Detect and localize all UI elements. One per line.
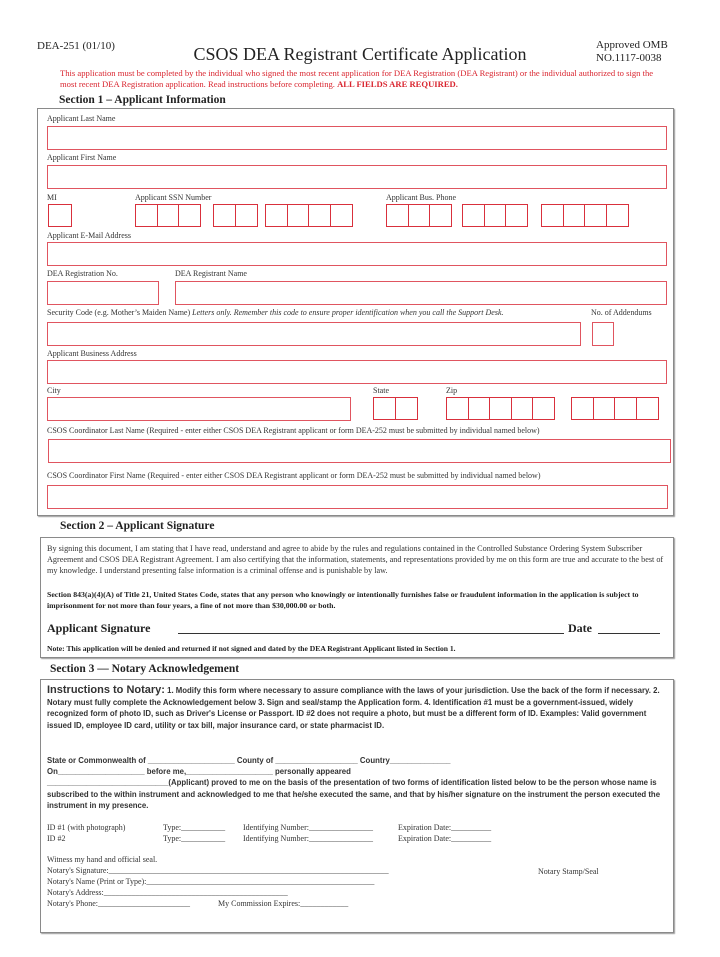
city-label: City — [47, 386, 61, 395]
digit-cell[interactable] — [571, 397, 594, 420]
digit-cell[interactable] — [614, 397, 637, 420]
digit-cell[interactable] — [235, 204, 258, 227]
coord-last-label: CSOS Coordinator Last Name (Required - enter either CSOS DEA Registrant applicant or form DEA-252 must be submitted by individual named below) — [47, 426, 540, 435]
ssn-group-2 — [213, 204, 256, 227]
omb-number — [596, 39, 668, 65]
id1-type[interactable]: Type:___________ — [163, 823, 226, 832]
zip-group-1 — [446, 397, 554, 420]
mi-input[interactable] — [48, 204, 72, 227]
addendums-label: No. of Addendums — [591, 308, 652, 317]
signature-statement: By signing this document, I am stating that I have read, understand and agree to abide by the rules and regulations contained in the Controlled Substance Ordering System Subscriber Agreement and CSOS DEA Registrant Agreement. I am also certifying that the information, statements, and representations provided by me on this form are true and accurate to the best of my knowledge. I understand presenting false information is a criminal offense and is punishable by law. — [47, 544, 664, 575]
state-group — [373, 397, 416, 420]
id1-label: ID #1 (with photograph) — [47, 823, 126, 832]
notary-signature[interactable]: Notary's Signature:______________________________________________________________________ — [47, 866, 389, 875]
phone-label: Applicant Bus. Phone — [386, 193, 456, 202]
digit-cell[interactable] — [584, 204, 607, 227]
applicant-signature-label: Applicant Signature — [47, 621, 151, 635]
last-name-input[interactable] — [47, 126, 667, 150]
digit-cell[interactable] — [541, 204, 564, 227]
dea-reg-no-input[interactable] — [47, 281, 159, 305]
id2-label: ID #2 — [47, 834, 66, 843]
signature-note: Note: This application will be denied and returned if not signed and dated by the DEA Registrant Applicant listed in Section 1. — [47, 644, 456, 653]
digit-cell[interactable] — [446, 397, 469, 420]
section1-title: Section 1 – Applicant Information — [59, 94, 226, 106]
digit-cell[interactable] — [468, 397, 491, 420]
dea-reg-name-input[interactable] — [175, 281, 667, 305]
email-label: Applicant E-Mail Address — [47, 231, 131, 240]
applicant-signature-line[interactable] — [178, 621, 564, 634]
digit-cell[interactable] — [265, 204, 288, 227]
digit-cell[interactable] — [330, 204, 353, 227]
security-code-label-text: Security Code (e.g. Mother’s Maiden Name) — [47, 308, 191, 317]
ssn-group-1 — [135, 204, 200, 227]
zip-label: Zip — [446, 386, 458, 395]
section3-title: Section 3 — Notary Acknowledgement — [50, 663, 240, 675]
dea-reg-no-label: DEA Registration No. — [47, 269, 118, 278]
security-code-hint: Letters only. Remember this code to ensure proper identification when you call the Support Desk. — [192, 308, 504, 317]
omb-line-2: NO.1117-0038 — [596, 52, 662, 64]
instructions-heading: Instructions to Notary: — [47, 684, 165, 696]
notary-name[interactable]: Notary's Name (Print or Type):_________________________________________________________ — [47, 877, 375, 886]
coord-last-input[interactable] — [48, 439, 671, 463]
legal-notice: Section 843(a)(4)(A) of Title 21, United States Code, states that any person who knowingly or intentionally furnishes false or fraudulent information in the application is subject to imprisonment for not more than four years, a fine of not more than $30,000.00 or both. — [47, 590, 639, 610]
omb-line-1: Approved OMB — [596, 39, 668, 51]
digit-cell[interactable] — [157, 204, 180, 227]
coord-first-label: CSOS Coordinator First Name (Required - enter either CSOS DEA Registrant applicant or form DEA-252 must be submitted by individual named below) — [47, 471, 541, 480]
email-input[interactable] — [47, 242, 667, 266]
required-notice — [60, 68, 660, 90]
first-name-input[interactable] — [47, 165, 667, 189]
digit-cell[interactable] — [532, 397, 555, 420]
digit-cell[interactable] — [386, 204, 409, 227]
business-address-input[interactable] — [47, 360, 667, 384]
id2-number[interactable]: Identifying Number:________________ — [243, 834, 373, 843]
dea-reg-name-label: DEA Registrant Name — [175, 269, 247, 278]
business-address-label: Applicant Business Address — [47, 349, 137, 358]
commission-expires[interactable]: My Commission Expires:____________ — [218, 899, 349, 908]
id2-type[interactable]: Type:___________ — [163, 834, 226, 843]
mi-label: MI — [47, 193, 57, 202]
notary-address[interactable]: Notary's Address:______________________________________________ — [47, 888, 288, 897]
digit-cell[interactable] — [373, 397, 396, 420]
digit-cell[interactable] — [178, 204, 201, 227]
title-text: CSOS DEA Registrant Certificate Application — [193, 44, 527, 64]
phone-group-1 — [386, 204, 451, 227]
id1-number[interactable]: Identifying Number:________________ — [243, 823, 373, 832]
id1-expiration[interactable]: Expiration Date:__________ — [398, 823, 492, 832]
ssn-group-3 — [265, 204, 351, 227]
notary-stamp-label: Notary Stamp/Seal — [538, 867, 599, 876]
digit-cell[interactable] — [135, 204, 158, 227]
digit-cell[interactable] — [593, 397, 616, 420]
digit-cell[interactable] — [395, 397, 418, 420]
first-name-label: Applicant First Name — [47, 153, 117, 162]
id2-expiration[interactable]: Expiration Date:__________ — [398, 834, 492, 843]
ack-line-1: State or Commonwealth of ____________________ County of ___________________ Country______________ — [47, 756, 451, 765]
digit-cell[interactable] — [213, 204, 236, 227]
date-line[interactable] — [598, 621, 660, 634]
section2-title: Section 2 – Applicant Signature — [60, 520, 215, 532]
notary-phone[interactable]: Notary's Phone:_______________________ — [47, 899, 190, 908]
digit-cell[interactable] — [408, 204, 431, 227]
digit-cell[interactable] — [308, 204, 331, 227]
notice-text: This application must be completed by the individual who signed the most recent application for DEA Registration (DEA Registrant) or the individual authorized to sign the most recent DEA Registration application. Read instructions before completing. — [60, 68, 654, 89]
digit-cell[interactable] — [511, 397, 534, 420]
phone-group-2 — [462, 204, 527, 227]
coord-first-input[interactable] — [47, 485, 668, 509]
notary-instructions — [47, 685, 667, 731]
state-label: State — [373, 386, 389, 395]
witness-text: Witness my hand and official seal. — [47, 855, 158, 864]
digit-cell[interactable] — [505, 204, 528, 227]
digit-cell[interactable] — [489, 397, 512, 420]
digit-cell[interactable] — [429, 204, 452, 227]
date-label: Date — [568, 621, 592, 635]
phone-group-3 — [541, 204, 627, 227]
security-code-label — [47, 308, 504, 317]
form-id: DEA-251 (01/10) — [37, 40, 115, 52]
city-input[interactable] — [47, 397, 351, 421]
instructions-text: 1. Modify this form where necessary to assure compliance with the laws of your jurisdiction. Use the back of the form if necessary. 2. Notary must fully complete the Acknowledgement below 3. Sign and seal/stamp the Application form. 4. Identification #1 must be a government-issued, widely recognized form of photo ID, such as Driver's License or Passport. ID #2 does not require a photo, but must be a different form of ID. Examples: Valid government issued ID, employee ID card, utility or tax bill, major insurance card, or state pharmacist ID. — [47, 686, 660, 730]
zip-group-2 — [571, 397, 657, 420]
digit-cell[interactable] — [563, 204, 586, 227]
digit-cell[interactable] — [462, 204, 485, 227]
security-code-input[interactable] — [47, 322, 581, 346]
addendums-input[interactable] — [592, 322, 614, 346]
last-name-label: Applicant Last Name — [47, 114, 116, 123]
digit-cell[interactable] — [636, 397, 659, 420]
digit-cell[interactable] — [484, 204, 507, 227]
ack-body: ____________________________(Applicant) proved to me on the basis of the presentation of two forms of identification listed below to be the person whose name is subscribed to the within instrument and acknowledged to me that he/she executed the same, and that by his/her signature on the instrument the person executed the instrument in my presence. — [47, 778, 661, 810]
notice-required: ALL FIELDS ARE REQUIRED. — [337, 79, 458, 89]
ssn-label: Applicant SSN Number — [135, 193, 212, 202]
ack-line-2: On____________________ before me,____________________ personally appeared — [47, 767, 351, 776]
digit-cell[interactable] — [606, 204, 629, 227]
digit-cell[interactable] — [287, 204, 310, 227]
